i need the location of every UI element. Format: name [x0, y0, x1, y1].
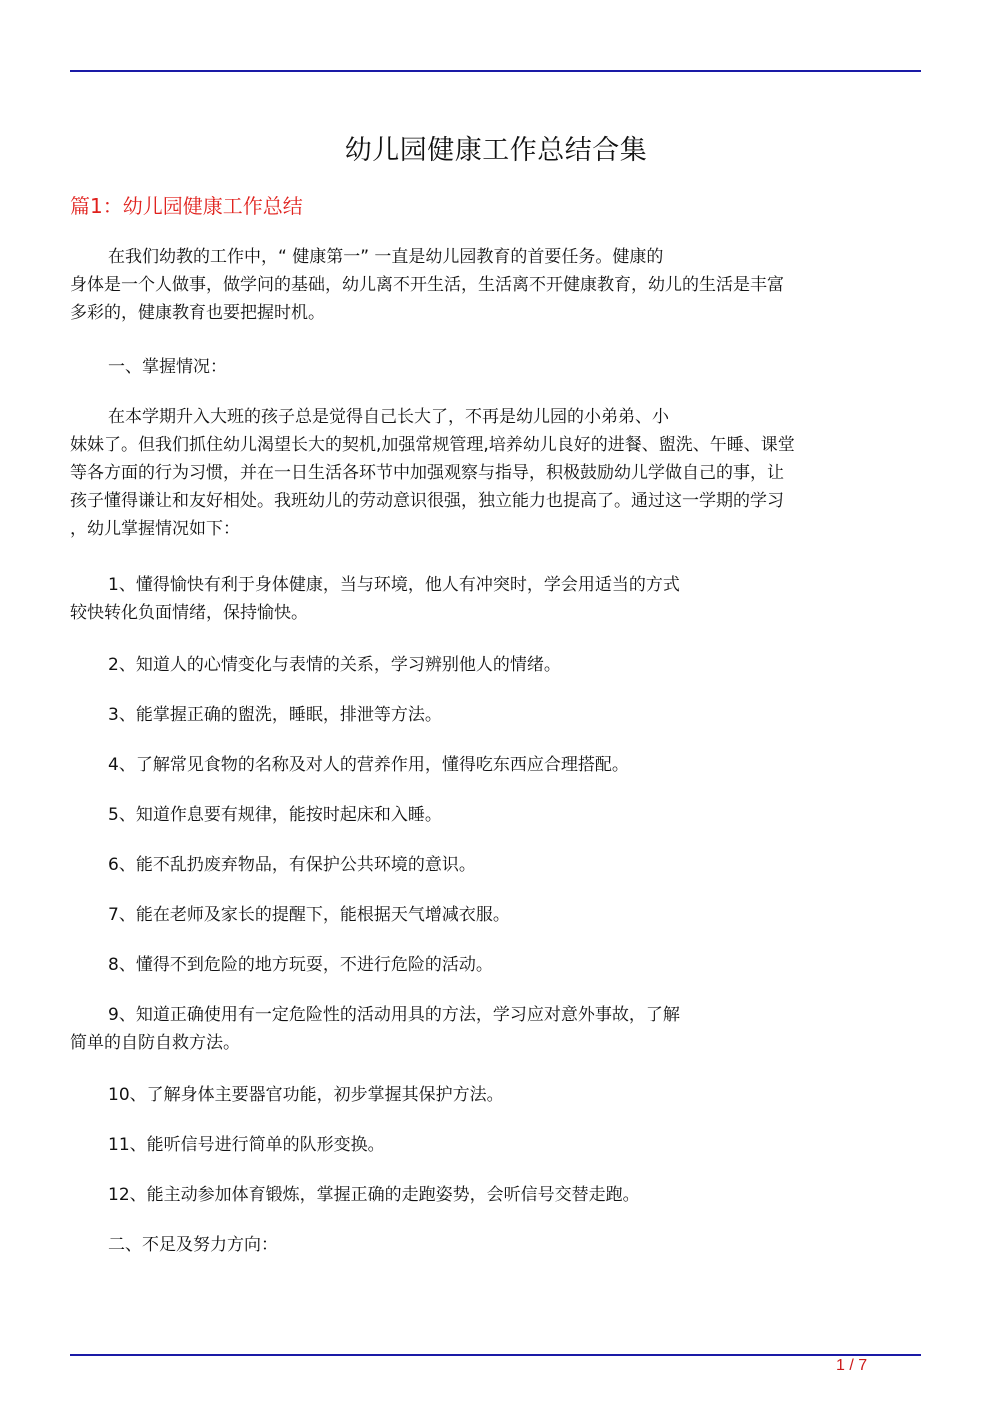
text-line: 2、知道人的心情变化与表情的关系，学习辨别他人的情绪。: [108, 655, 561, 675]
list-item-5: [70, 801, 922, 829]
text-line: 6、能不乱扔废弃物品，有保护公共环境的意识。: [108, 855, 476, 875]
list-item-10: [70, 1081, 922, 1109]
list-item-11: [70, 1131, 922, 1159]
text-line: 一、掌握情况：: [108, 357, 227, 377]
text-line: 简单的自防自救方法。: [70, 1033, 240, 1053]
text-line: 12、能主动参加体育锻炼，掌握正确的走跑姿势，会听信号交替走跑。: [108, 1185, 640, 1205]
list-item-9: [70, 1001, 922, 1057]
text-line: 9、知道正确使用有一定危险性的活动用具的方法，学习应对意外事故，了解: [108, 1005, 680, 1025]
text-line: 11、能听信号进行简单的队形变换。: [108, 1135, 385, 1155]
text-line: 4、了解常见食物的名称及对人的营养作用，懂得吃东西应合理搭配。: [108, 755, 629, 775]
text-line: 在我们幼教的工作中，“ 健康第一” 一直是幼儿园教育的首要任务。健康的: [108, 247, 664, 267]
list-item-2: [70, 651, 922, 679]
text-line: 7、能在老师及家长的提醒下，能根据天气增减衣服。: [108, 905, 510, 925]
page-number: 1 / 7: [836, 1357, 868, 1374]
text-line: 妹妹了。但我们抓住幼儿渴望长大的契机,加强常规管理,培养幼儿良好的进餐、盥洗、午睡、课堂: [70, 435, 795, 455]
text-line: 5、知道作息要有规律，能按时起床和入睡。: [108, 805, 442, 825]
text-line: 10、了解身体主要器官功能，初步掌握其保护方法。: [108, 1085, 504, 1105]
text-line: 二、不足及努力方向：: [108, 1235, 278, 1255]
text-line: 较快转化负面情绪，保持愉快。: [70, 603, 308, 623]
list-item-12: [70, 1181, 922, 1209]
text-line: 多彩的，健康教育也要把握时机。: [70, 303, 325, 323]
text-line: 3、能掌握正确的盥洗，睡眠，排泄等方法。: [108, 705, 442, 725]
footer-rule: [70, 1354, 921, 1356]
paragraph-intro: [70, 243, 922, 327]
heading-shortcomings: [70, 1231, 922, 1259]
document-title: 幼儿园健康工作总结合集: [344, 135, 648, 166]
text-line: 1、懂得愉快有利于身体健康，当与环境，他人有冲突时，学会用适当的方式: [108, 575, 680, 595]
text-line: ，幼儿掌握情况如下：: [70, 519, 240, 539]
list-item-6: [70, 851, 922, 879]
list-item-3: [70, 701, 922, 729]
text-line: 等各方面的行为习惯，并在一日生活各环节中加强观察与指导，积极鼓励幼儿学做自己的事，让: [70, 463, 784, 483]
list-item-7: [70, 901, 922, 929]
text-line: 在本学期升入大班的孩子总是觉得自己长大了，不再是幼儿园的小弟弟、小: [108, 407, 669, 427]
list-item-1: [70, 571, 922, 627]
text-line: 8、懂得不到危险的地方玩耍，不进行危险的活动。: [108, 955, 493, 975]
header-rule: [70, 70, 921, 72]
heading-mastery: [70, 353, 922, 381]
list-item-4: [70, 751, 922, 779]
section-title: 篇1：幼儿园健康工作总结: [70, 194, 303, 218]
paragraph-mastery: [70, 403, 922, 543]
text-line: 孩子懂得谦让和友好相处。我班幼儿的劳动意识很强，独立能力也提高了。通过这一学期的学习: [70, 491, 784, 511]
list-item-8: [70, 951, 922, 979]
text-line: 身体是一个人做事，做学问的基础，幼儿离不开生活，生活离不开健康教育，幼儿的生活是丰富: [70, 275, 784, 295]
